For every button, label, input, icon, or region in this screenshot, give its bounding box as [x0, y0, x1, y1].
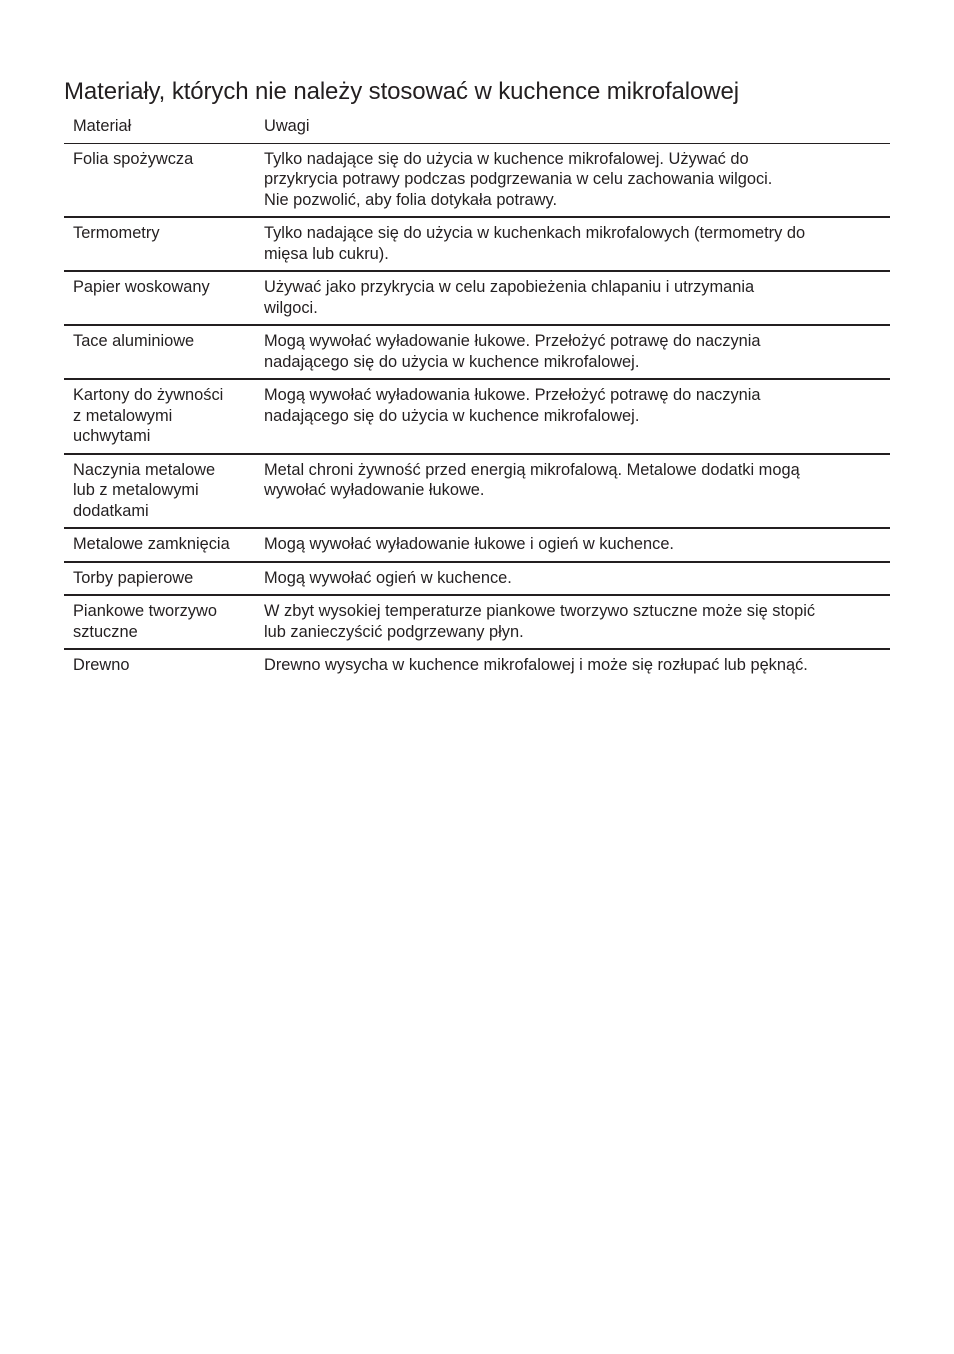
notes-cell: Drewno wysycha w kuchence mikrofalowej i może się rozłupać lub pęknąć. — [264, 656, 808, 674]
notes-cell: Tylko nadające się do użycia w kuchence mikrofalowej. Używać do przykrycia potrawy podczas podgrzewania w celu zachowania wilgoci. Nie pozwolić, aby folia dotykała potrawy. — [255, 143, 890, 217]
notes-cell: Metal chroni żywność przed energią mikrofalową. Metalowe dodatki mogą wywołać wyładowanie łukowe. — [255, 454, 890, 529]
table-row — [64, 595, 890, 649]
material-cell: Termometry — [64, 217, 255, 271]
table-row — [64, 143, 890, 217]
table-row — [64, 528, 890, 562]
table-row — [64, 562, 890, 596]
notes-cell: W zbyt wysokiej temperaturze piankowe tworzywo sztuczne może się stopić lub zanieczyścić podgrzewany płyn. — [255, 595, 890, 649]
table-header-row — [64, 113, 890, 143]
material-cell: Tace aluminiowe — [64, 325, 255, 379]
table-row — [64, 649, 890, 682]
materials-table — [64, 113, 890, 682]
material-cell: Naczynia metalowe lub z metalowymi dodatkami — [64, 454, 255, 529]
material-cell: Drewno — [73, 656, 130, 674]
material-cell: Folia spożywcza — [64, 143, 255, 217]
material-cell: Metalowe zamknięcia — [64, 528, 255, 562]
material-cell: Kartony do żywności z metalowymi uchwytami — [64, 379, 255, 454]
table-row — [64, 271, 890, 325]
notes-cell: Mogą wywołać wyładowania łukowe. Przełożyć potrawę do naczynia nadającego się do użycia w kuchence mikrofalowej. — [255, 379, 890, 454]
notes-cell: Mogą wywołać wyładowanie łukowe i ogień w kuchence. — [255, 528, 890, 562]
column-header-notes: Uwagi — [255, 113, 890, 143]
material-cell: Papier woskowany — [64, 271, 255, 325]
table-row — [64, 325, 890, 379]
table-body — [64, 143, 890, 682]
notes-cell: Mogą wywołać wyładowanie łukowe. Przełożyć potrawę do naczynia nadającego się do użycia w kuchence mikrofalowej. — [255, 325, 890, 379]
table-row — [64, 454, 890, 529]
material-cell: Torby papierowe — [64, 562, 255, 596]
page-title: Materiały, których nie należy stosować w kuchence mikrofalowej — [64, 78, 739, 105]
notes-cell: Tylko nadające się do użycia w kuchenkach mikrofalowych (termometry do mięsa lub cukru). — [255, 217, 890, 271]
table-row — [64, 379, 890, 454]
notes-cell: Używać jako przykrycia w celu zapobieżenia chlapaniu i utrzymania wilgoci. — [255, 271, 890, 325]
document-page — [64, 76, 890, 682]
notes-cell: Mogą wywołać ogień w kuchence. — [255, 562, 890, 596]
column-header-material: Materiał — [64, 113, 255, 143]
table-row — [64, 217, 890, 271]
material-cell: Piankowe tworzywo sztuczne — [64, 595, 255, 649]
